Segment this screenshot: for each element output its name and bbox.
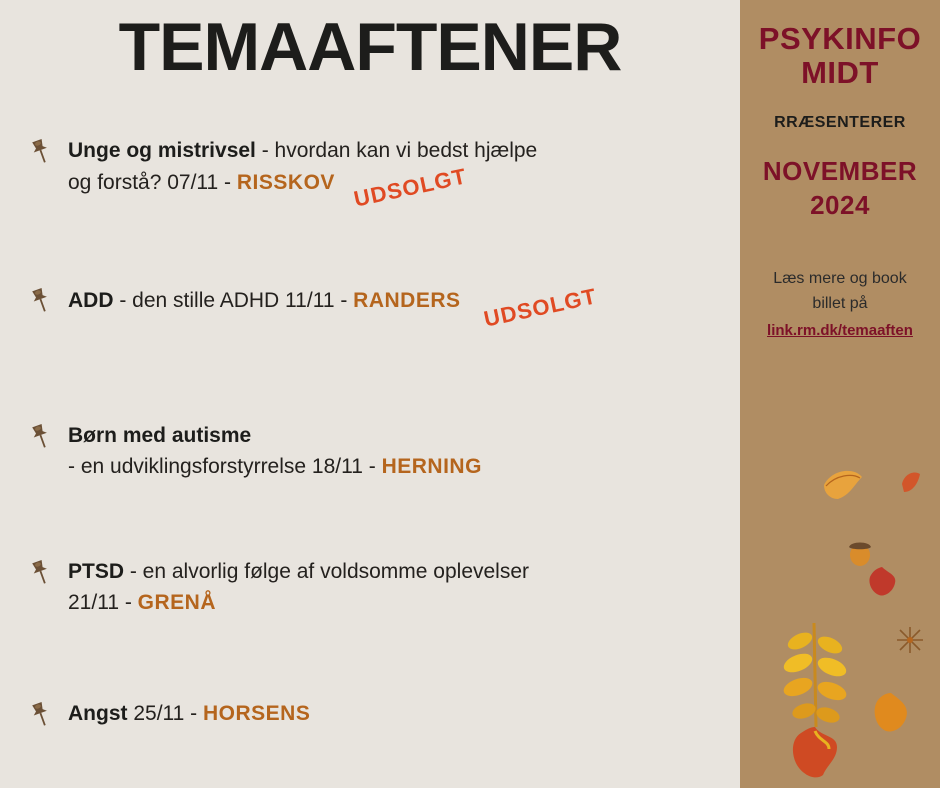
list-item[interactable] [0,284,740,344]
leaf-icon [820,465,866,510]
page-title: TEMAAFTENER [118,9,622,85]
event-city: HERNING [381,455,482,478]
list-item[interactable] [0,556,740,618]
status-badge: UDSOLGT [351,163,469,212]
event-detail: - den stille ADHD 11/11 - [113,289,354,312]
pushpin-icon [26,422,56,452]
list-item[interactable] [0,698,740,758]
event-detail-2: 21/11 - [68,591,138,614]
pushpin-icon [26,286,56,316]
event-city: RISSKOV [236,171,335,194]
month-year [740,154,940,222]
leaf-icon [770,615,860,740]
event-title: Unge og mistrivsel [68,139,256,162]
event-detail: - en alvorlig følge af voldsomme oplevelser [124,560,530,583]
year-label: 2024 [810,190,870,220]
pushpin-icon [26,558,56,588]
pushpin-icon [26,137,56,167]
booking-line-1: Læs mere og book [773,270,907,287]
event-title: ADD [68,289,114,312]
list-item[interactable] [0,135,740,212]
event-detail-2: og forstå? 07/11 - [68,171,237,194]
seed-icon [895,625,925,660]
event-title: Angst [68,702,128,725]
leaf-icon [900,470,922,499]
presents-label: RRÆSENTERER [774,114,906,131]
poster-sidebar [740,0,940,788]
event-title: Børn med autisme [68,424,252,447]
event-detail: - hvordan kan vi bedst hjælpe [255,139,538,162]
booking-link[interactable]: link.rm.dk/temaaften [767,322,913,339]
brand-line-2: MIDT [801,55,879,90]
event-title: PTSD [68,560,125,583]
brand-line-1: PSYKINFO [758,21,922,56]
booking-line-2: billet på [812,295,868,312]
booking-info [740,266,940,343]
event-detail: 25/11 - [127,702,203,725]
leaf-icon [870,690,912,741]
leaf-icon [785,725,845,788]
event-list [0,135,740,758]
event-detail-2: - en udviklingsforstyrrelse 18/11 - [68,455,382,478]
list-item[interactable] [0,420,740,482]
event-city: GRENÅ [137,591,216,614]
event-city: RANDERS [353,289,461,312]
status-badge: UDSOLGT [481,283,599,332]
month-label: NOVEMBER [762,156,918,186]
brand-name [740,22,940,90]
event-city: HORSENS [203,702,311,725]
leaf-icon [865,565,899,604]
pushpin-icon [26,700,56,730]
